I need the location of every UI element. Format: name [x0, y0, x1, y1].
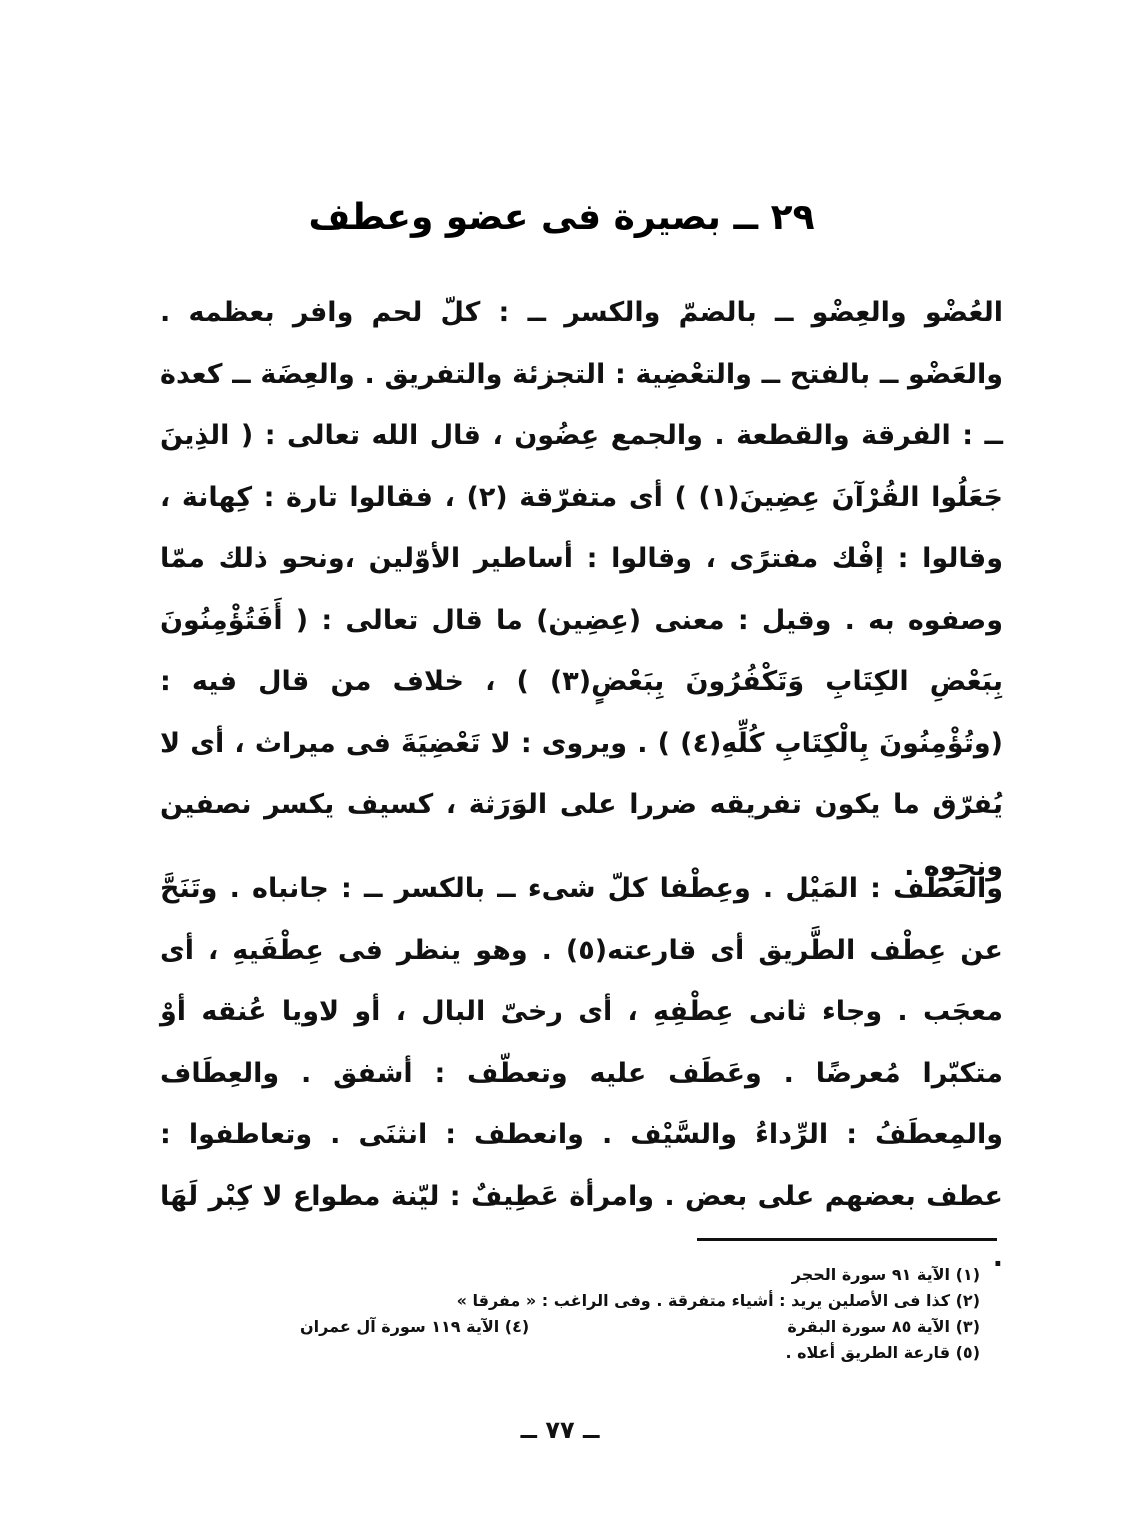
footnote-4: (٤) الآية ١١٩ سورة آل عمران — [300, 1317, 530, 1336]
footnotes — [300, 1262, 980, 1366]
paragraph-atf: والعَطْف : المَيْل . وعِطْفا كلّ شىء ــ بالكسر ــ : جانباه . وتَنَحَّ عن عِطْف الطَّريق أى قارعته(٥) . وهو ينظر فى عِطْفَيهِ ، أى معجَب . وجاء ثانى عِطْفِهِ ، أى رخىّ البال ، أو لاويا عُنقه أوْ متكبّرا مُعرضًا . وعَطَف عليه وتعطّف : أشفق . والعِطَاف والمِعطَفُ : الرِّداءُ والسَّيْف . وانعطف : انثنَى . وتعاطفوا : عطف بعضهم على بعض . وامرأة عَطِيفٌ : ليّنة مطواع لا كِبْر لَهَا . — [160, 873, 1003, 1273]
page-number: ــ ٧٧ ــ — [520, 1416, 600, 1444]
footnote-1: (١) الآية ٩١ سورة الحجر — [791, 1265, 980, 1284]
paragraph-udw: العُضْو والعِضْو ــ بالضمّ والكسر ــ : كلّ لحم وافر بعظمه . والعَضْو ــ بالفتح ــ والتعْضِية : التجزئة والتفريق . والعِضَة ــ كعدة ــ : الفرقة والقطعة . والجمع عِضُون ، قال الله تعالى : ( الذِينَ جَعَلُوا القُرْآنَ عِضِينَ(١) ) أى متفرّقة (٢) ، فقالوا تارة : كِهانة ، وقالوا : إفْك مفترًى ، وقالوا : أساطير الأوّلين ،ونحو ذلك ممّا وصفوه به . وقيل : معنى (عِضِين) ما قال تعالى : ( أَفَتُؤْمِنُونَ بِبَعْضِ الكِتَابِ وَتَكْفُرُونَ بِبَعْضٍ(٣) ) ، خلاف من قال فيه : (وتُؤْمِنُونَ بِالْكِتَابِ كُلِّهِ(٤) ) . ويروى : لا تَعْضِيَةَ فى ميراث ، أى لا يُفرّق ما يكون تفريقه ضررا على الوَرَثة ، كسيف يكسر نصفين ونحوه . — [160, 297, 1004, 882]
footnote-3: (٣) الآية ٨٥ سورة البقرة — [787, 1317, 980, 1336]
footnote-5: (٥) قارعة الطريق أعلاه . — [785, 1343, 980, 1362]
footnote-separator — [697, 1238, 997, 1241]
section-title: ٢٩ ــ بصيرة فى عضو وعطف — [308, 197, 815, 238]
footnote-row — [300, 1314, 980, 1340]
footnote-row — [300, 1262, 980, 1288]
footnote-row — [300, 1340, 980, 1366]
footnote-2: (٢) كذا فى الأصلين يريد : أشياء متفرقة . وفى الراغب : « مفرقا » — [456, 1291, 980, 1310]
footnote-row — [300, 1288, 980, 1314]
